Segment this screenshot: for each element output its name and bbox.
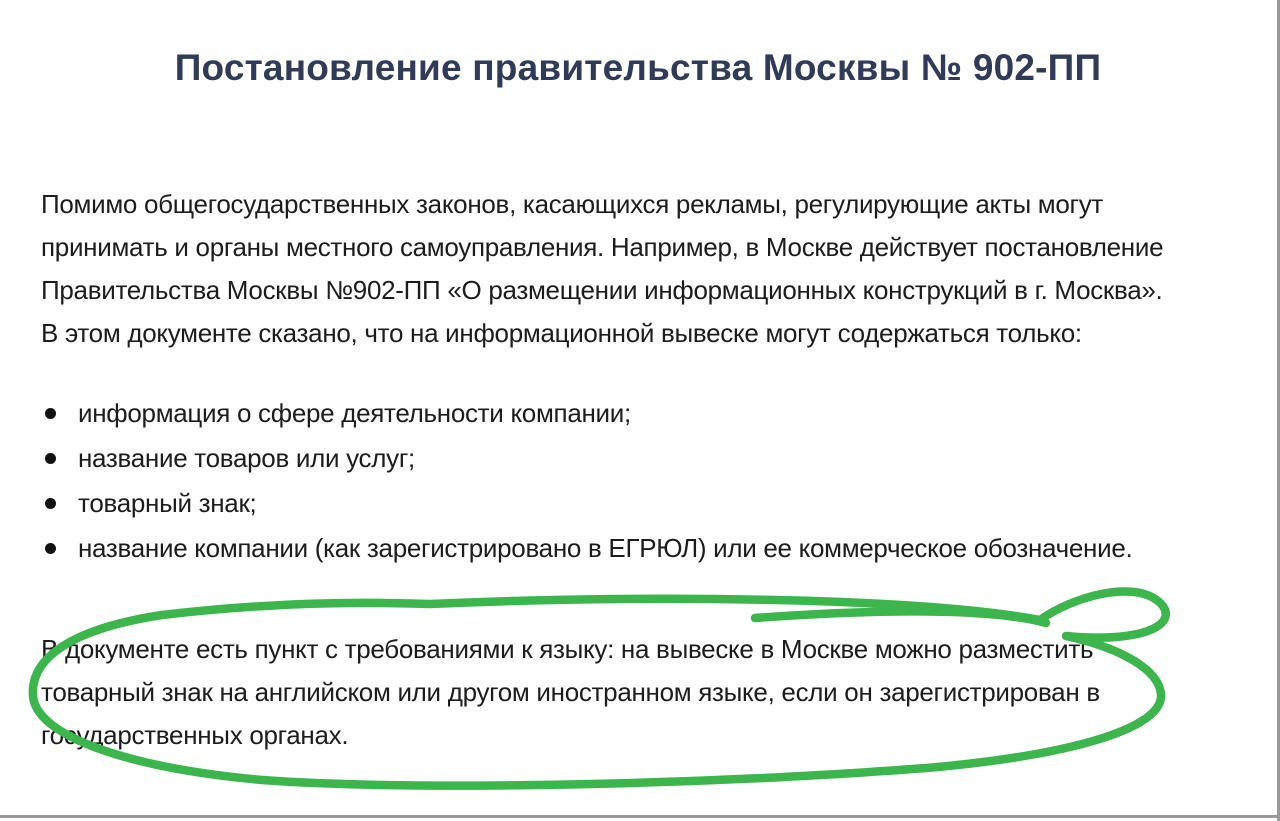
list-item [41,526,1132,571]
allowed-content-list [41,391,1132,571]
list-item-text: информация о сфере деятельности компании; [78,398,631,428]
bullet-icon [45,543,56,554]
intro-line-3: Правительства Москвы №902-ПП «О размещении информационных конструкций в г. Москва». [41,275,1163,305]
circle-double-top-stroke [755,611,1046,623]
list-item [41,481,1132,526]
note-line-1: В документе есть пункт с требованиями к языку: на вывеске в Москве можно разместить [41,634,1094,664]
note-line-2: товарный знак на английском или другом иностранном языке, если он зарегистрирован в [41,677,1100,707]
page-title: Постановление правительства Москвы № 902-ПП [174,47,1102,88]
intro-line-2: принимать и органы местного самоуправления. Например, в Москве действует постановление [41,232,1164,262]
intro-line-1: Помимо общегосударственных законов, касающихся рекламы, регулирующие акты могут [41,189,1104,219]
list-item [41,391,1132,436]
list-item [41,436,1132,481]
bullet-icon [45,408,56,419]
intro-line-4: В этом документе сказано, что на информационной вывеске могут содержаться только: [41,318,1082,348]
list-item-text: товарный знак; [78,488,257,518]
window-edge-bottom [0,815,1280,818]
bullet-icon [45,453,56,464]
bullet-icon [45,498,56,509]
list-item-text: название товаров или услуг; [78,443,415,473]
language-requirement-note [41,628,1244,757]
list-item-text: название компании (как зарегистрировано в ЕГРЮЛ) или ее коммерческое обозначение. [78,533,1133,563]
intro-paragraph [41,183,1244,355]
note-line-3: государственных органах. [41,720,349,750]
